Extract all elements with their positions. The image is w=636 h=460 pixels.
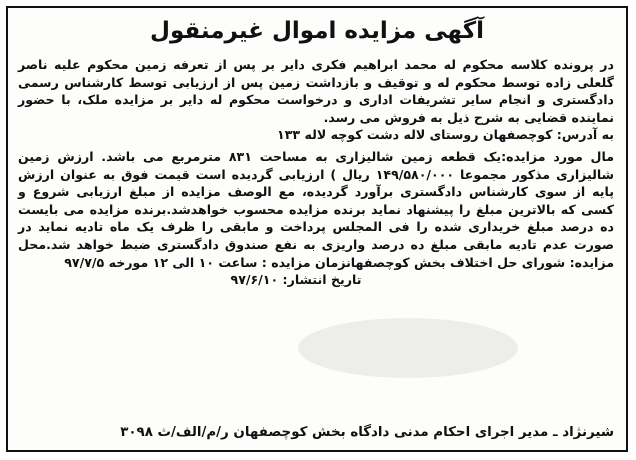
notice-signature: شیرنژاد ـ مدیر اجرای احکام مدنی دادگاه بخش کوچصفهان ر/م/الف/ث ۳۰۹۸ (120, 425, 614, 440)
notice-title: آگهی مزایده اموال غیرمنقول (149, 18, 485, 44)
notice-address: به آدرس: کوچصفهان روستای لاله دشت کوچه لاله ۱۳۳ (277, 127, 614, 143)
notice-page (6, 6, 628, 452)
notice-body (18, 56, 614, 289)
stamp-watermark (298, 318, 518, 378)
notice-intro: در پرونده کلاسه محکوم له محمد ابراهیم فکری دایر بر پس از تعرفه زمین محکوم علیه ناصر گلعلی زاده توسط محکوم له و توقیف و بازداشت زمین پس از ارزیابی توسط کارشناس رسمی دادگستری و انجام سایر تشریفات اداری و درخواست محکوم له دایر بر مزایده ملک، با حضور نماینده قضایی به شرح ذیل به فروش می رسد. (18, 57, 614, 125)
publish-date: تاریخ انتشار: ۹۷/۶/۱۰ (230, 272, 362, 288)
notice-property-details: مال مورد مزایده:یک قطعه زمین شالیزاری به مساحت ۸۳۱ مترمربع می باشد. ارزش زمین شالیزاری مذکور مجموعا ۱۴۹/۵۸۰/۰۰۰ ریال ) ارزیابی گردیده است قیمت فوق به عنوان ارزش پایه از سوی کارشناس دادگستری برآورد گردیده، مع الوصف مزایده از مبلغ ارزیابی شروع و کسی که بالاترین مبلغ را پیشنهاد نماید برنده مزایده محسوب خواهدشد.برنده مزایده می بایست ده درصد مبلغ خریداری شده را فی المجلس پرداخت و مابقی را ظرف یک ماه تادیه نماید در صورت عدم تادیه مابقی مبلغ ده درصد واریزی به نفع صندوق دادگستری ضبط خواهد شد.محل مزایده: شورای حل اختلاف بخش کوچصفهانزمان مزایده : ساعت ۱۰ الی ۱۲ مورخه ۹۷/۷/۵ (18, 148, 614, 270)
